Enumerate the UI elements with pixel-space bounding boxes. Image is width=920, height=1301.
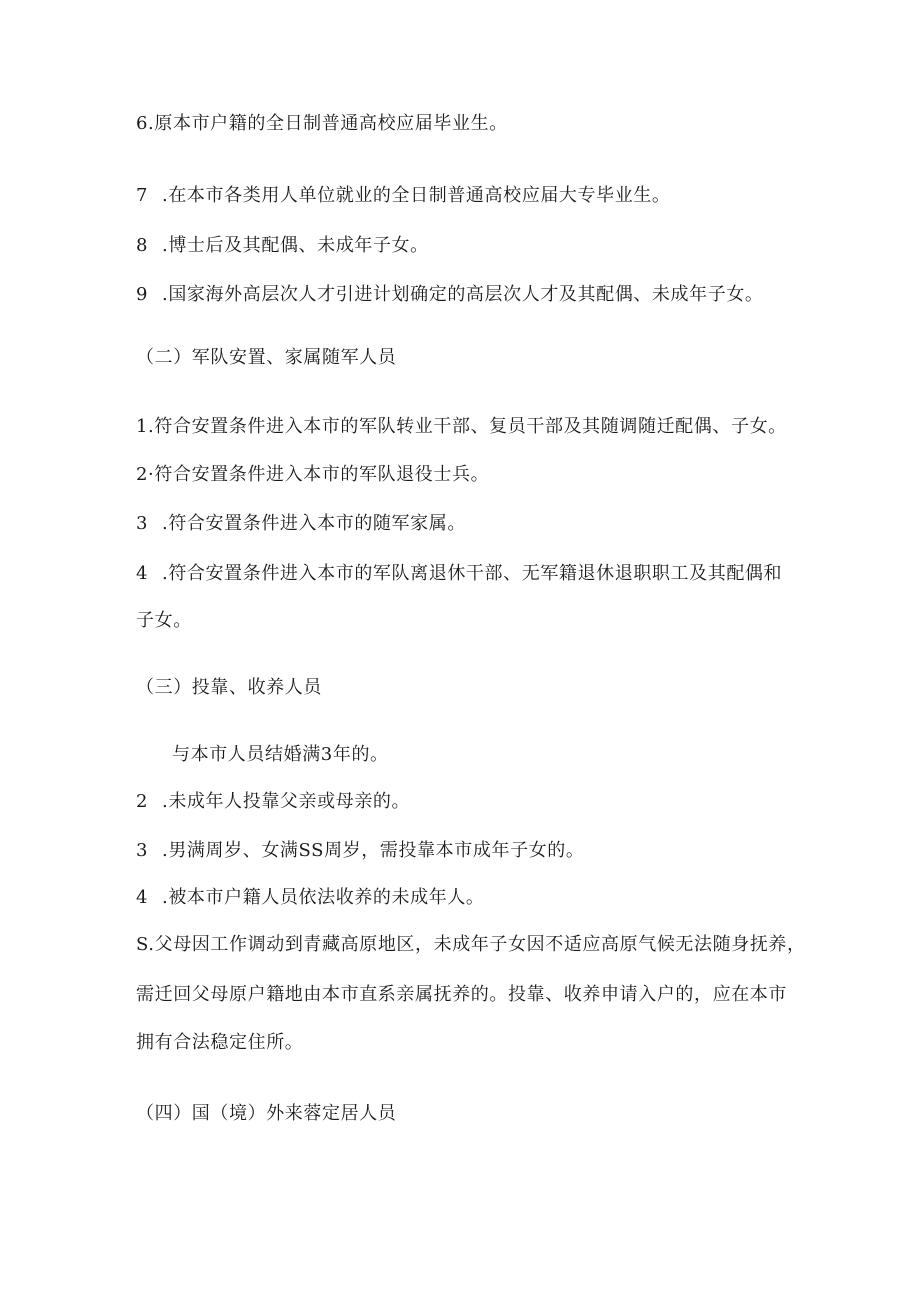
section-heading-text: （四）国（境）外来蓉定居人员 bbox=[136, 1103, 397, 1124]
section-heading-4 bbox=[136, 1102, 396, 1126]
item-3-line bbox=[136, 512, 466, 536]
item-4-continuation bbox=[136, 609, 192, 633]
section-heading-text: （三）投靠、收养人员 bbox=[136, 677, 322, 698]
item-text: 符合安置条件进入本市的军队转业干部、复员干部及其随调随迁配偶、子女。 bbox=[154, 416, 787, 437]
item-8-line bbox=[136, 234, 429, 258]
item-number: 1. bbox=[136, 416, 155, 437]
item-number: 8 bbox=[136, 235, 149, 256]
item-2-line bbox=[136, 463, 489, 487]
item-text: .符合安置条件进入本市的军队离退休干部、无军籍退休退职职工及其配偶和 bbox=[162, 563, 783, 584]
item-number: 2· bbox=[136, 464, 155, 485]
item-text: .博士后及其配偶、未成年子女。 bbox=[162, 235, 429, 256]
item-9-line bbox=[136, 283, 764, 307]
item-text: 子女。 bbox=[136, 610, 192, 631]
item-5-continuation-1 bbox=[136, 983, 787, 1007]
item-number: S. bbox=[136, 934, 155, 955]
item-6-line bbox=[136, 112, 508, 136]
item-number: 4 bbox=[136, 887, 149, 908]
item-3-line-section-3 bbox=[136, 839, 584, 863]
item-text: .未成年人投靠父亲或母亲的。 bbox=[162, 791, 411, 812]
item-text: 符合安置条件进入本市的军队退役士兵。 bbox=[154, 464, 490, 485]
item-text: 拥有合法稳定住所。 bbox=[136, 1032, 304, 1053]
item-2-line-section-3 bbox=[136, 790, 410, 814]
item-text: .国家海外高层次人才引进计划确定的高层次人才及其配偶、未成年子女。 bbox=[162, 284, 764, 305]
item-text: .被本市户籍人员依法收养的未成年人。 bbox=[162, 887, 485, 908]
section-heading-text: （二）军队安置、家属随军人员 bbox=[136, 347, 397, 368]
item-5-continuation-2 bbox=[136, 1031, 303, 1055]
item-4-line-section-3 bbox=[136, 886, 485, 910]
item-1-line bbox=[136, 415, 787, 439]
item-text: .符合安置条件进入本市的随军家属。 bbox=[162, 513, 466, 534]
item-number: 2 bbox=[136, 791, 149, 812]
section-heading-2 bbox=[136, 346, 396, 370]
item-4-line bbox=[136, 562, 782, 586]
item-1-line-section-3 bbox=[172, 743, 389, 767]
item-number: 9 bbox=[136, 284, 149, 305]
item-text: 需迁回父母原户籍地由本市直系亲属抚养的。投靠、收养申请入户的，应在本市 bbox=[136, 984, 787, 1005]
item-number: 3 bbox=[136, 840, 149, 861]
item-text: .男满周岁、女满SS周岁，需投靠本市成年子女的。 bbox=[162, 840, 585, 861]
section-heading-3 bbox=[136, 676, 322, 700]
item-7-line bbox=[136, 184, 671, 208]
item-text: .在本市各类用人单位就业的全日制普通高校应届大专毕业生。 bbox=[162, 185, 671, 206]
item-number: 7 bbox=[136, 185, 149, 206]
item-5-line-section-3 bbox=[136, 933, 806, 957]
item-text: 父母因工作调动到青藏高原地区，未成年子女因不适应高原气候无法随身抚养， bbox=[154, 934, 806, 955]
item-number: 3 bbox=[136, 513, 149, 534]
item-number: 4 bbox=[136, 563, 149, 584]
item-text: 原本市户籍的全日制普通高校应届毕业生。 bbox=[154, 113, 508, 134]
item-text: 与本市人员结婚满3年的。 bbox=[172, 744, 389, 765]
item-number: 6. bbox=[136, 113, 155, 134]
